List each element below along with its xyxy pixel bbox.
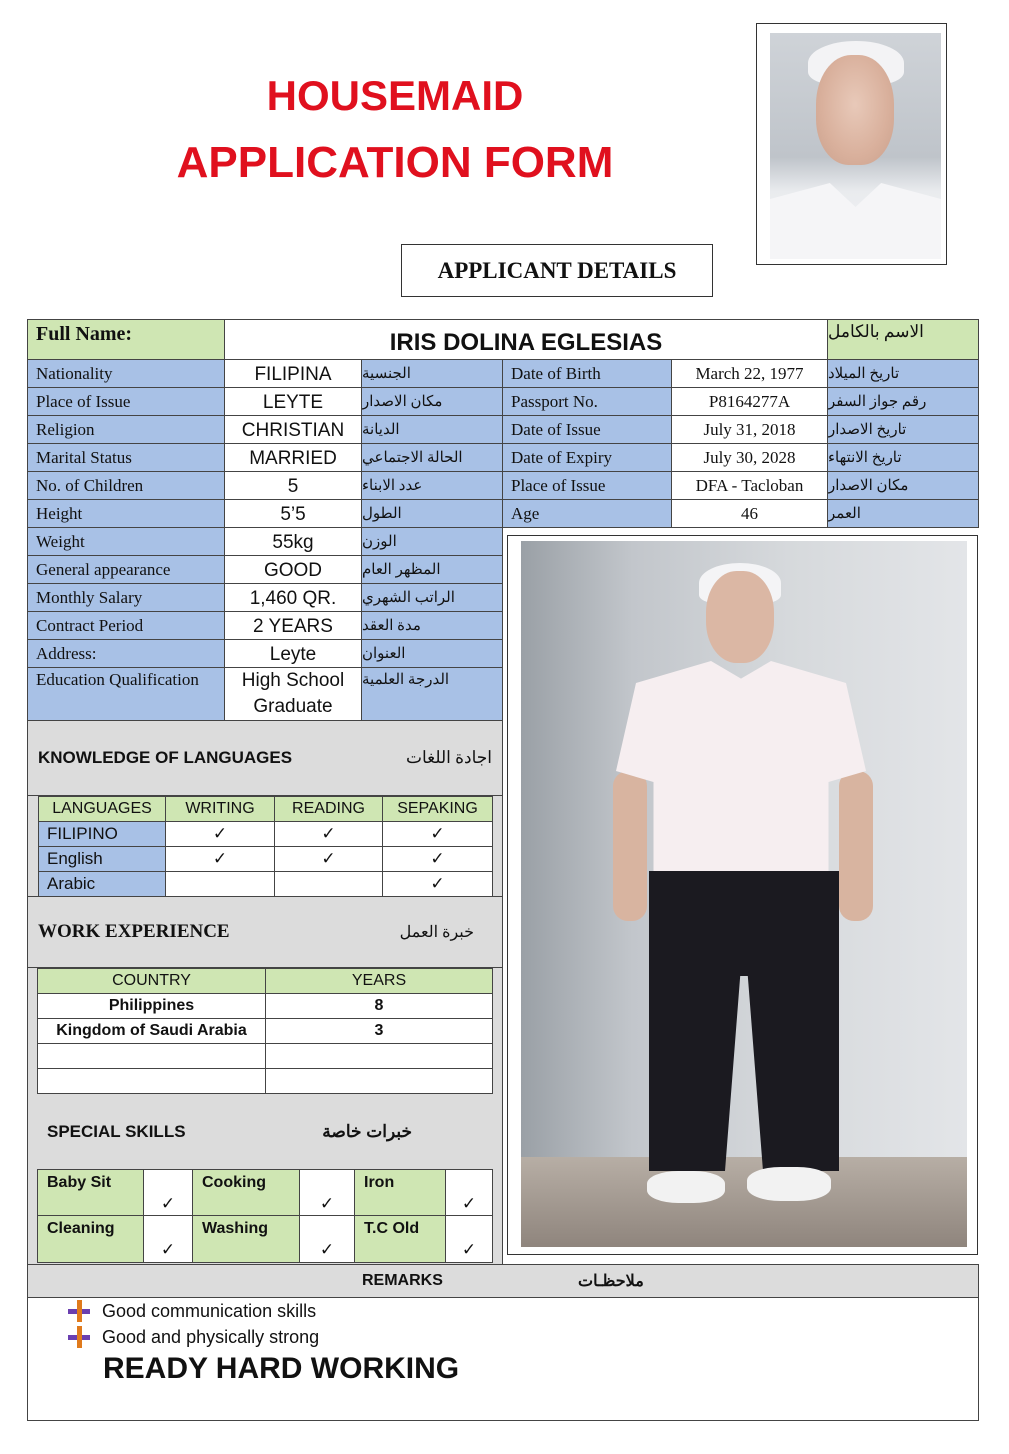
field-label-ar: الجنسية	[361, 359, 503, 388]
skill-name: Washing	[192, 1215, 300, 1263]
check-icon: ✓	[143, 1169, 193, 1217]
field-label-ar: الوزن	[361, 527, 503, 556]
field-label-ar: تاريخ الاصدار	[827, 415, 979, 444]
work-years	[265, 1068, 493, 1094]
remark-text: Good and physically strong	[102, 1326, 320, 1347]
remarks-heading-ar: ملاحظـات	[578, 1273, 644, 1290]
field-value: 1,460 QR.	[224, 583, 362, 612]
field-value: P8164277A	[671, 387, 828, 416]
bullet-cross-icon	[68, 1326, 90, 1348]
field-label-ar: رقم جواز السفر	[827, 387, 979, 416]
form-title-line2: APPLICATION FORM	[176, 138, 614, 187]
skills-heading: SPECIAL SKILLS	[47, 1122, 186, 1141]
language-name: Arabic	[38, 871, 166, 897]
field-value: July 30, 2028	[671, 443, 828, 472]
check-icon	[274, 871, 383, 897]
field-label: Passport No.	[502, 387, 672, 416]
work-column-header: YEARS	[265, 968, 493, 994]
field-label: Date of Birth	[502, 359, 672, 388]
remarks-header	[27, 1264, 979, 1298]
check-icon: ✓	[445, 1215, 493, 1263]
education-value-line2: Graduate	[253, 696, 333, 717]
field-label-ar: العمر	[827, 499, 979, 528]
field-label-ar: مكان الاصدار	[827, 471, 979, 500]
skill-name: T.C Old	[354, 1215, 446, 1263]
skill-name: Cooking	[192, 1169, 300, 1217]
work-country: Kingdom of Saudi Arabia	[37, 1018, 266, 1044]
field-value: FILIPINA	[224, 359, 362, 388]
remark-text: Good communication skills	[102, 1300, 317, 1321]
field-label: Age	[502, 499, 672, 528]
field-label: Nationality	[27, 359, 225, 388]
full-name-label: Full Name:	[27, 319, 225, 360]
check-icon	[165, 871, 275, 897]
field-label-ar: المظهر العام	[361, 555, 503, 584]
full-name-value: IRIS DOLINA EGLESIAS	[224, 319, 828, 360]
work-country	[37, 1043, 266, 1069]
languages-heading-ar: اجادة اللغات	[405, 748, 492, 767]
field-label: Contract Period	[27, 611, 225, 640]
language-column-header: WRITING	[165, 796, 275, 822]
remark-item	[68, 1300, 316, 1322]
field-value: July 31, 2018	[671, 415, 828, 444]
field-label: Place of Issue	[27, 387, 225, 416]
field-value: 2 YEARS	[224, 611, 362, 640]
field-label: Religion	[27, 415, 225, 444]
full-name-label-ar: الاسم بالكامل	[827, 319, 979, 360]
language-column-header: LANGUAGES	[38, 796, 166, 822]
check-icon: ✓	[299, 1169, 355, 1217]
remark-item	[68, 1326, 319, 1348]
check-icon: ✓	[165, 821, 275, 847]
field-label-ar: تاريخ الميلاد	[827, 359, 979, 388]
check-icon: ✓	[165, 846, 275, 872]
applicant-details-heading: APPLICANT DETAILS	[401, 244, 713, 297]
field-value: MARRIED	[224, 443, 362, 472]
work-heading: WORK EXPERIENCE	[38, 921, 230, 942]
skill-name: Baby Sit	[37, 1169, 144, 1217]
field-value: 46	[671, 499, 828, 528]
skills-section-header	[37, 1094, 492, 1170]
field-value: 5’5	[224, 499, 362, 528]
field-label: Weight	[27, 527, 225, 556]
check-icon: ✓	[143, 1215, 193, 1263]
field-label: Marital Status	[27, 443, 225, 472]
work-heading-ar: خبرة العمل	[399, 924, 474, 941]
education-value	[224, 667, 362, 721]
field-value: Leyte	[224, 639, 362, 668]
language-name: FILIPINO	[38, 821, 166, 847]
work-years: 8	[265, 993, 493, 1019]
field-value: 55kg	[224, 527, 362, 556]
field-label: General appearance	[27, 555, 225, 584]
field-label-ar: عدد الابناء	[361, 471, 503, 500]
field-value: 5	[224, 471, 362, 500]
field-label-ar: الحالة الاجتماعي	[361, 443, 503, 472]
language-column-header: READING	[274, 796, 383, 822]
field-value: March 22, 1977	[671, 359, 828, 388]
remarks-highlight: READY HARD WORKING	[103, 1352, 460, 1385]
language-column-header: SEPAKING	[382, 796, 493, 822]
check-icon: ✓	[274, 821, 383, 847]
field-label-ar: الديانة	[361, 415, 503, 444]
remarks-heading: REMARKS	[362, 1272, 443, 1289]
field-value: GOOD	[224, 555, 362, 584]
applicant-portrait-photo	[756, 23, 947, 265]
form-title-line1: HOUSEMAID	[266, 72, 524, 119]
field-label: Height	[27, 499, 225, 528]
field-label: Address:	[27, 639, 225, 668]
languages-heading: KNOWLEDGE OF LANGUAGES	[38, 748, 293, 767]
skills-heading-ar: خبرات خاصة	[322, 1122, 412, 1141]
language-name: English	[38, 846, 166, 872]
field-label: Date of Expiry	[502, 443, 672, 472]
field-label-ar: مدة العقد	[361, 611, 503, 640]
check-icon: ✓	[274, 846, 383, 872]
field-label: Place of Issue	[502, 471, 672, 500]
field-label: Date of Issue	[502, 415, 672, 444]
field-label-ar: مكان الاصدار	[361, 387, 503, 416]
field-label-ar: تاريخ الانتهاء	[827, 443, 979, 472]
check-icon: ✓	[382, 821, 493, 847]
work-country: Philippines	[37, 993, 266, 1019]
check-icon: ✓	[299, 1215, 355, 1263]
bullet-cross-icon	[68, 1300, 90, 1322]
work-column-header: COUNTRY	[37, 968, 266, 994]
field-label-ar: الطول	[361, 499, 503, 528]
work-section-header	[27, 896, 503, 968]
field-label: No. of Children	[27, 471, 225, 500]
field-label-ar: العنوان	[361, 639, 503, 668]
work-years	[265, 1043, 493, 1069]
education-label-ar: الدرجة العلمية	[361, 667, 503, 721]
field-label-ar: الراتب الشهري	[361, 583, 503, 612]
education-value-line1: High School	[241, 670, 345, 691]
field-label: Monthly Salary	[27, 583, 225, 612]
languages-section-header	[27, 720, 503, 796]
field-value: DFA - Tacloban	[671, 471, 828, 500]
check-icon: ✓	[382, 871, 493, 897]
work-country	[37, 1068, 266, 1094]
field-value: LEYTE	[224, 387, 362, 416]
skill-name: Iron	[354, 1169, 446, 1217]
field-value: CHRISTIAN	[224, 415, 362, 444]
education-label: Education Qualification	[27, 667, 225, 721]
check-icon: ✓	[445, 1169, 493, 1217]
skill-name: Cleaning	[37, 1215, 144, 1263]
check-icon: ✓	[382, 846, 493, 872]
work-years: 3	[265, 1018, 493, 1044]
applicant-full-body-photo	[507, 535, 978, 1255]
